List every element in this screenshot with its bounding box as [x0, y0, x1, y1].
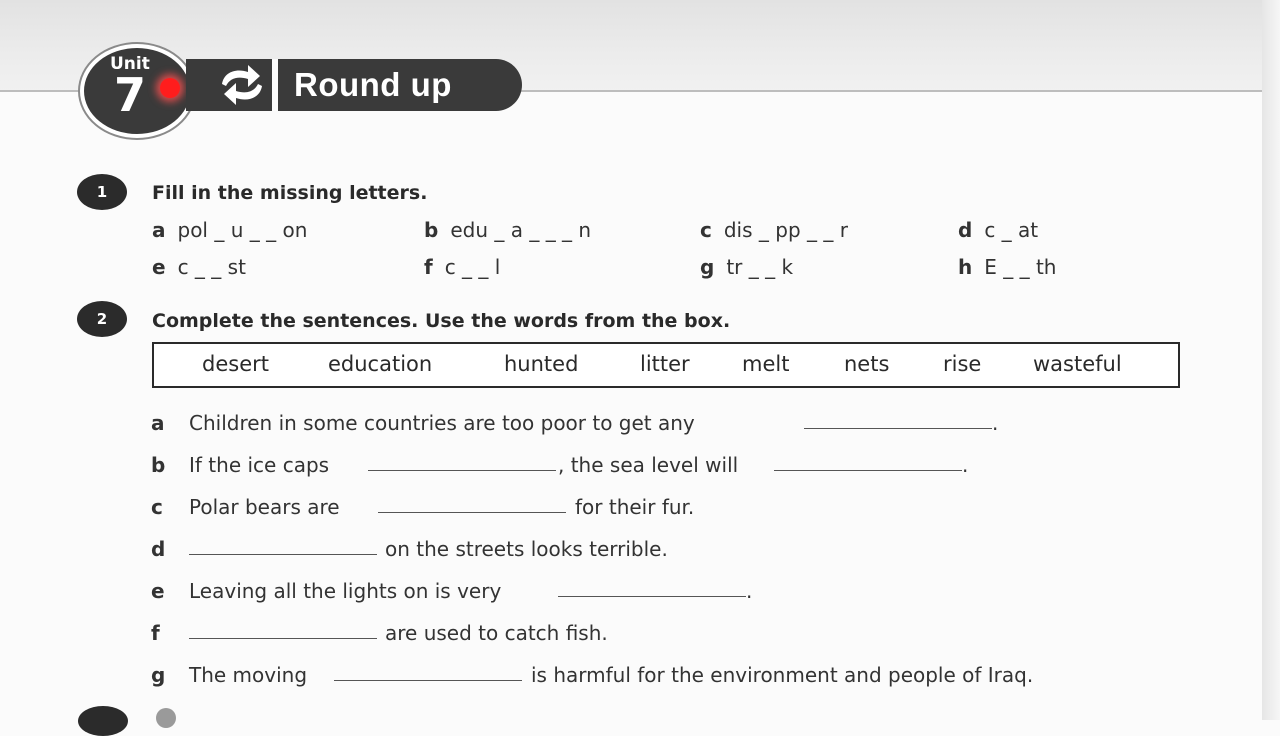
- recording-dot-icon: [160, 78, 180, 98]
- sentence-end: .: [992, 411, 999, 435]
- exercise-1-instruction: Fill in the missing letters.: [152, 182, 428, 204]
- sentence-text: are used to catch fish.: [385, 621, 608, 645]
- banner-separator: [272, 59, 278, 111]
- sentence-text: Polar bears are: [189, 495, 340, 519]
- box-word: hunted: [504, 352, 579, 376]
- box-word: melt: [742, 352, 790, 376]
- sentence-letter: b: [151, 453, 166, 477]
- answer-blank[interactable]: [368, 470, 556, 471]
- sentence-text: on the streets looks terrible.: [385, 537, 668, 561]
- exercise-1-item: a pol _ u _ _ on: [152, 218, 308, 242]
- answer-blank[interactable]: [378, 512, 566, 513]
- answer-blank[interactable]: [334, 680, 522, 681]
- round-up-arrows-icon: [216, 62, 268, 108]
- exercise-1-item: f c _ _ l: [424, 255, 501, 279]
- exercise-1-item: g tr _ _ k: [700, 255, 794, 279]
- exercise-3-number: [78, 706, 128, 736]
- exercise-1-number: 1: [77, 174, 127, 210]
- box-word: litter: [640, 352, 690, 376]
- box-word: education: [328, 352, 433, 376]
- box-word: wasteful: [1033, 352, 1122, 376]
- answer-blank[interactable]: [558, 596, 746, 597]
- page-right-edge: [1262, 0, 1280, 720]
- sentence-text: The moving: [189, 663, 308, 687]
- exercise-2-number: 2: [77, 301, 127, 337]
- sentence-letter: a: [151, 411, 165, 435]
- sentence-end: .: [746, 579, 753, 603]
- exercise-1-item: e c _ _ st: [152, 255, 246, 279]
- exercise-1-item: d c _ at: [958, 218, 1039, 242]
- exercise-2-instruction: Complete the sentences. Use the words from the box.: [152, 310, 731, 332]
- sentence-text: for their fur.: [575, 495, 695, 519]
- sentence-letter: g: [151, 663, 166, 687]
- sentence-text: is harmful for the environment and people of Iraq.: [531, 663, 1034, 687]
- answer-blank[interactable]: [804, 428, 992, 429]
- box-word: rise: [943, 352, 982, 376]
- sentence-letter: d: [151, 537, 166, 561]
- sentence-text: Children in some countries are too poor to get any: [189, 411, 695, 435]
- answer-blank[interactable]: [189, 638, 377, 639]
- sentence-text: , the sea level will: [558, 453, 739, 477]
- answer-blank[interactable]: [774, 470, 962, 471]
- exercise-1-item: h E _ _ th: [958, 255, 1057, 279]
- answer-blank[interactable]: [189, 554, 377, 555]
- sentence-letter: f: [151, 621, 160, 645]
- exercise-1-item: c dis _ pp _ _ r: [700, 218, 848, 242]
- sentence-text: Leaving all the lights on is very: [189, 579, 502, 603]
- unit-label: Unit: [110, 54, 150, 74]
- sentence-end: .: [962, 453, 969, 477]
- box-word: desert: [202, 352, 269, 376]
- box-word: nets: [844, 352, 890, 376]
- sentence-letter: e: [151, 579, 165, 603]
- sentence-text: If the ice caps: [189, 453, 330, 477]
- exercise-1-item: b edu _ a _ _ _ n: [424, 218, 592, 242]
- page-title: Round up: [294, 66, 452, 103]
- bullet-icon: [156, 708, 176, 728]
- sentence-letter: c: [151, 495, 163, 519]
- unit-number: 7: [114, 68, 147, 122]
